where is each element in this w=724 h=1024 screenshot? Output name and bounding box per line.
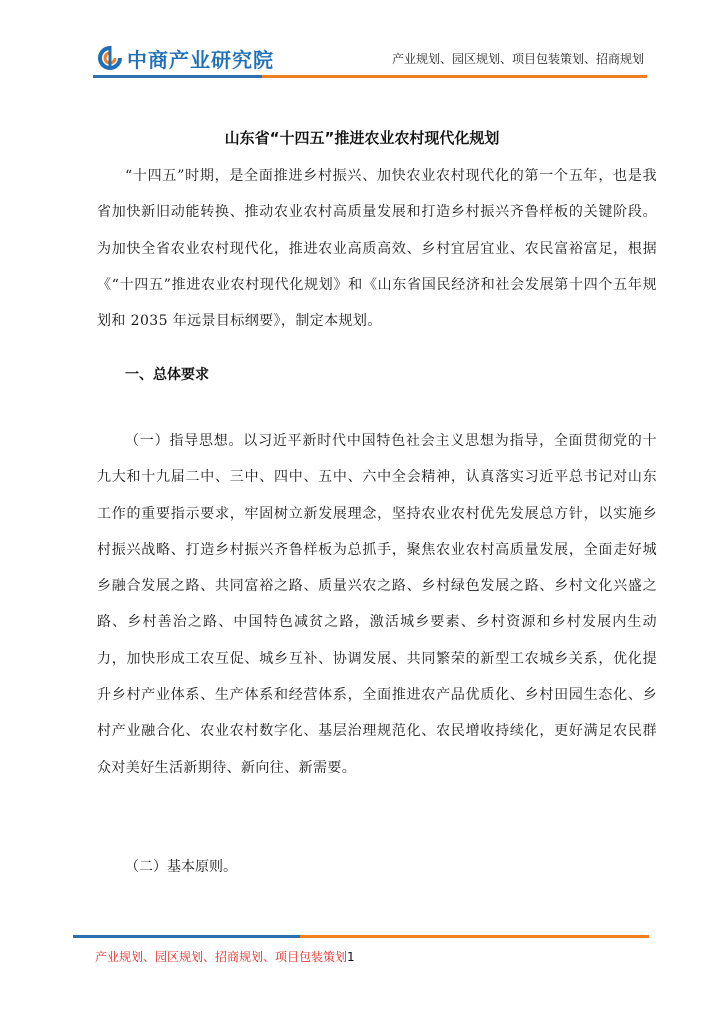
footer-rule-orange: [300, 935, 649, 938]
section-heading-general-requirements: 一、总体要求: [125, 367, 209, 383]
footer-rule-blue: [73, 935, 300, 938]
intro-paragraph: “十四五”时期，是全面推进乡村振兴、加快农业农村现代化的第一个五年，也是我省加快新旧动能转换、推动农业农村高质量发展和打造乡村振兴齐鲁样板的关键阶段。为加快全省农业农村现代化，推进农业高质高效、乡村宜居宜业、农民富裕富足，根据《“十四五”推进农业农村现代化规划》和《山东省国民经济和社会发展第十四个五年规划和 2035 年远景目标纲要》，制定本规划。: [97, 168, 657, 330]
logo-text: 中商产业研究院: [127, 47, 274, 72]
guiding-ideology-paragraph: （一）指导思想。以习近平新时代中国特色社会主义思想为指导，全面贯彻党的十九大和十九届二中、三中、四中、五中、六中全会精神，认真落实习近平总书记对山东工作的重要指示要求，牢固树立新发展理念，坚持农业农村优先发展总方针，以实施乡村振兴战略、打造乡村振兴齐鲁样板为总抓手，聚焦农业农村高质量发展，全面走好城乡融合发展之路、共同富裕之路、质量兴农之路、乡村绿色发展之路、乡村文化兴盛之路、乡村善治之路、中国特色减贫之路，激活城乡要素、乡村资源和乡村发展内生动力，加快形成工农互促、城乡互补、协调发展、共同繁荣的新型工农城乡关系，优化提升乡村产业体系、生产体系和经营体系，全面推进农产品优质化、乡村田园生态化、乡村产业融合化、农业农村数字化、基层治理规范化、农民增收持续化，更好满足农民群众对美好生活新期待、新向往、新需要。: [97, 433, 657, 776]
page-number: 1: [347, 950, 355, 964]
footer-text: 产业规划、园区规划、招商规划、项目包装策划: [95, 950, 348, 964]
footer: [95, 948, 355, 965]
company-logo: [97, 44, 274, 72]
header-rule-orange: [262, 75, 647, 78]
header-tagline: 产业规划、园区规划、项目包装策划、招商规划: [391, 52, 644, 66]
header-rule-blue: [93, 75, 262, 78]
basic-principles-heading: （二）基本原则。: [125, 859, 237, 875]
document-title: 山东省“十四五”推进农业农村现代化规划: [224, 129, 500, 147]
logo-icon: [97, 45, 123, 71]
